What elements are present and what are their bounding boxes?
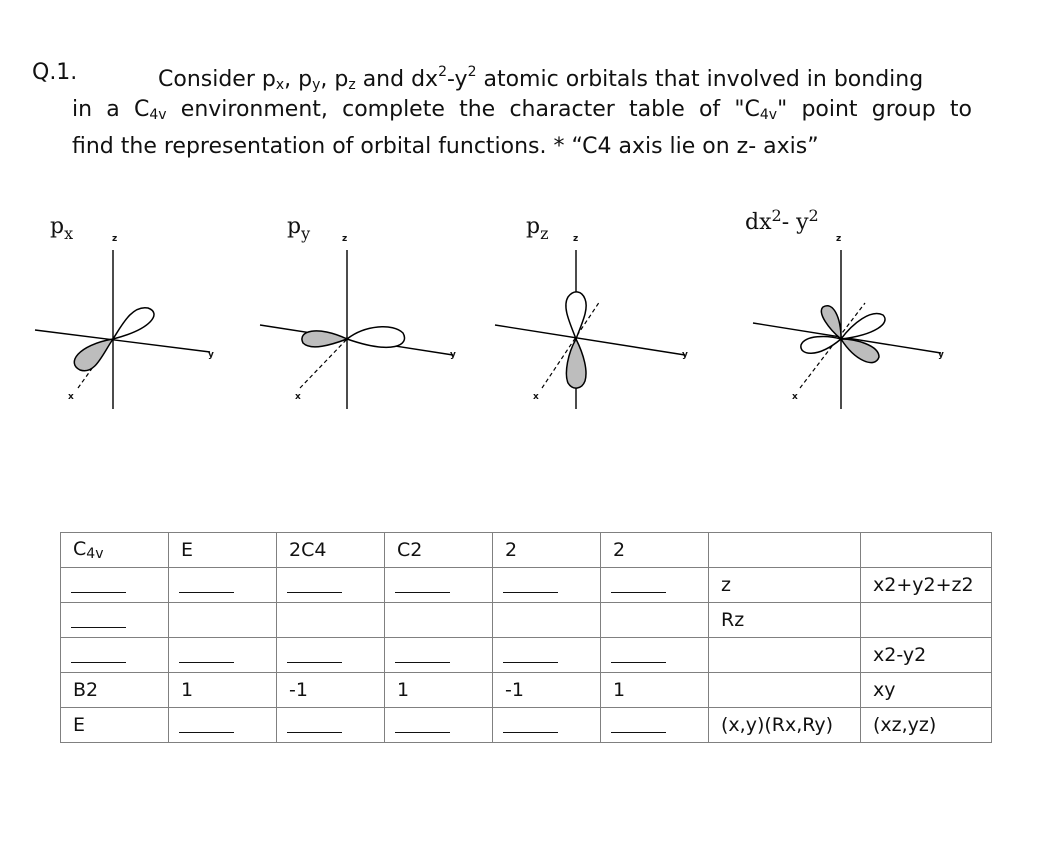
x-axis-label: x: [295, 392, 301, 402]
blank-entry[interactable]: [601, 638, 709, 673]
table-cell: [861, 533, 992, 568]
table-cell: 2: [493, 533, 601, 568]
x-axis-label: x: [533, 392, 539, 402]
orbital-dx2-y2-diagram: [745, 205, 965, 420]
orbital-lobe: [113, 308, 154, 339]
orbital-lobe: [801, 337, 841, 354]
orbital-px-diagram: [30, 205, 250, 420]
blank-entry[interactable]: [385, 708, 493, 743]
table-cell: z: [709, 568, 861, 603]
blank-entry[interactable]: [493, 638, 601, 673]
table-cell: -1: [493, 673, 601, 708]
z-axis-label: z: [573, 234, 579, 244]
blank-entry[interactable]: [277, 638, 385, 673]
blank-entry[interactable]: [61, 638, 169, 673]
question-line-1: Consider $p_x$, $p_y$, $p_z$ and $dx^2-y^2$ atomic orbitals that involved in bonding: [158, 64, 924, 93]
blank-entry[interactable]: [385, 638, 493, 673]
table-row: [61, 638, 992, 673]
table-cell: E: [61, 708, 169, 743]
blank-entry[interactable]: [601, 568, 709, 603]
table-cell: [709, 673, 861, 708]
blank-entry[interactable]: [493, 568, 601, 603]
x-axis-label: x: [68, 392, 74, 402]
table-cell: (xz,yz): [861, 708, 992, 743]
table-cell: [709, 533, 861, 568]
question-line-3: find the representation of orbital functions. * “C4 axis lie on z- axis”: [72, 134, 819, 159]
table-cell: $C_{4v}$: [61, 533, 169, 568]
y-axis-label: y: [450, 350, 456, 360]
blank-entry[interactable]: [277, 568, 385, 603]
blank-entry[interactable]: [493, 708, 601, 743]
table-cell: [861, 603, 992, 638]
orbital-px-label: $p_x$: [50, 214, 74, 243]
question-number: Q.1.: [32, 60, 78, 85]
orbital-pz-diagram: [490, 205, 710, 420]
table-cell: x2-y2: [861, 638, 992, 673]
blank-entry[interactable]: [385, 568, 493, 603]
table-cell: 1: [601, 673, 709, 708]
table-cell: Rz: [709, 603, 861, 638]
orbital-lobe: [347, 327, 405, 348]
table-cell: 1: [385, 673, 493, 708]
table-cell: B2: [61, 673, 169, 708]
table-cell: 1: [169, 673, 277, 708]
orbital-lobe: [566, 292, 586, 339]
table-row: [61, 708, 992, 743]
table-cell: [493, 603, 601, 638]
blank-entry[interactable]: [169, 568, 277, 603]
blank-entry[interactable]: [61, 568, 169, 603]
blank-entry[interactable]: [277, 708, 385, 743]
x-axis-label: x: [792, 392, 798, 402]
table-cell: [601, 603, 709, 638]
table-cell: C2: [385, 533, 493, 568]
table-row: [61, 603, 992, 638]
question-line-2: in a $C_{4v}$ environment, complete the character table of "$C_{4v}$" point group to: [72, 97, 972, 123]
table-cell: 2C4: [277, 533, 385, 568]
z-axis-label: z: [342, 234, 348, 244]
table-row: [61, 673, 992, 708]
orbital-lobe: [302, 331, 347, 347]
table-cell: [709, 638, 861, 673]
table-row: [61, 568, 992, 603]
table-cell: 2: [601, 533, 709, 568]
orbital-pz-label: $p_z$: [526, 214, 549, 243]
orbital-py-label: $p_y$: [287, 214, 311, 243]
y-axis-label: y: [938, 350, 944, 360]
blank-entry[interactable]: [61, 603, 169, 638]
table-cell: -1: [277, 673, 385, 708]
z-axis-label: z: [112, 234, 118, 244]
table-cell: [277, 603, 385, 638]
blank-entry[interactable]: [169, 708, 277, 743]
orbital-py-diagram: [255, 205, 475, 420]
table-header-row: [61, 533, 992, 568]
orbital-dx2-y2-label: $dx^2-$ $y^2$: [745, 206, 819, 235]
y-axis-label: y: [208, 350, 214, 360]
orbital-lobe: [74, 339, 113, 371]
table-cell: [385, 603, 493, 638]
table-cell: x2+y2+z2: [861, 568, 992, 603]
y-axis-label: y: [682, 350, 688, 360]
table-cell: [169, 603, 277, 638]
table-cell: E: [169, 533, 277, 568]
z-axis-label: z: [836, 234, 842, 244]
table-cell: xy: [861, 673, 992, 708]
table-cell: (x,y)(Rx,Ry): [709, 708, 861, 743]
blank-entry[interactable]: [601, 708, 709, 743]
blank-entry[interactable]: [169, 638, 277, 673]
character-table: [60, 532, 992, 743]
